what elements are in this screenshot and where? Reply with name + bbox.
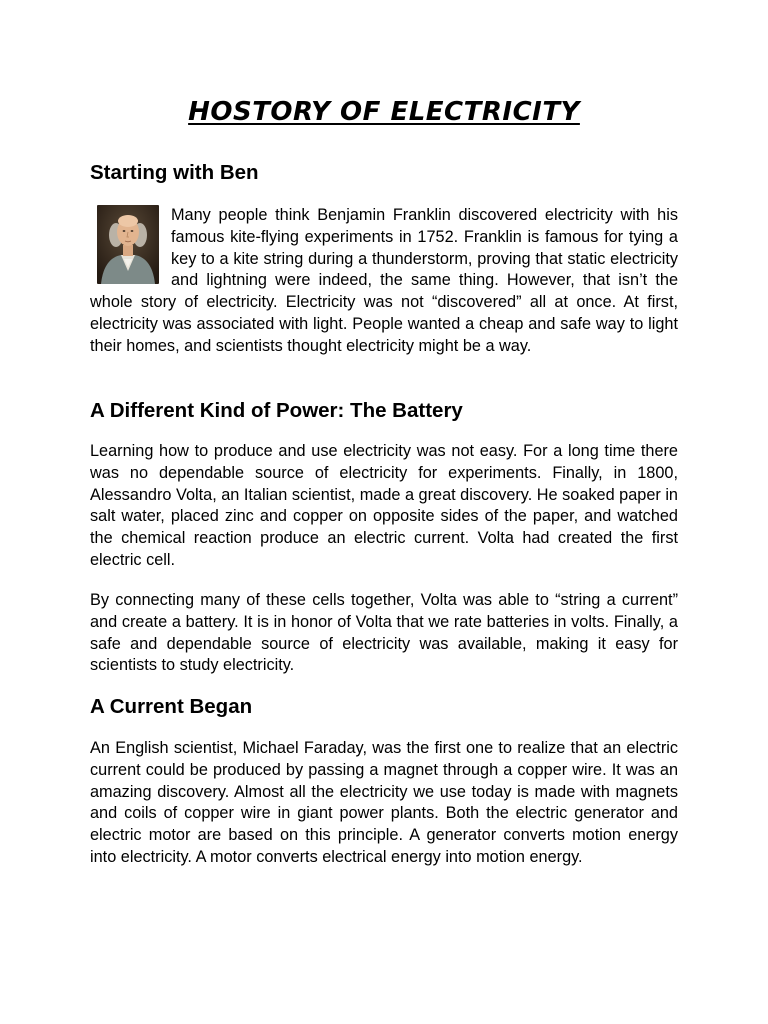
paragraph-text: Many people think Benjamin Franklin discovered electricity with his famous kite-flying experiments in 1752. Franklin is famous for tying a key to a kite string during a thunderstorm, proving that static electricity and lightning were indeed, the same thing. However, that isn’t the whole story of electricity. Electricity was not “discovered” all at once. At first, electricity was associated with light. People wanted a cheap and safe way to light their homes, and scientists thought electricity might be a way. [90,206,678,355]
section-heading-battery: A Different Kind of Power: The Battery [90,399,463,422]
benjamin-franklin-portrait [97,205,159,284]
section-paragraph-volta-battery: By connecting many of these cells together, Volta was able to “string a current” and create a battery. It is in honor of Volta that we rate batteries in volts. Finally, a safe and dependable source of electricity was available, making it easy for scientists to study electricity. [90,591,678,675]
section-paragraph-franklin [90,205,678,358]
section-heading-current-began: A Current Began [90,695,253,718]
page-title: HOSTORY OF ELECTRICITY [188,97,580,127]
portrait-image [97,205,159,284]
section-paragraph-faraday: An English scientist, Michael Faraday, was the first one to realize that an electric current could be produced by passing a magnet through a copper wire. It was an amazing discovery. Almost all the electricity we use today is made with magnets and coils of copper wire in giant power plants. Both the electric generator and electric motor are based on this principle. A generator converts motion energy into electricity. A motor converts electrical energy into motion energy. [90,739,678,866]
section-paragraph-volta-cell: Learning how to produce and use electricity was not easy. For a long time there was no dependable source of electricity for experiments. Finally, in 1800, Alessandro Volta, an Italian scientist, made a great discovery. He soaked paper in salt water, placed zinc and copper on opposite sides of the paper, and watched the chemical reaction produce an electric current. Volta had created the first electric cell. [90,442,678,569]
section-heading-starting-with-ben: Starting with Ben [90,161,259,184]
